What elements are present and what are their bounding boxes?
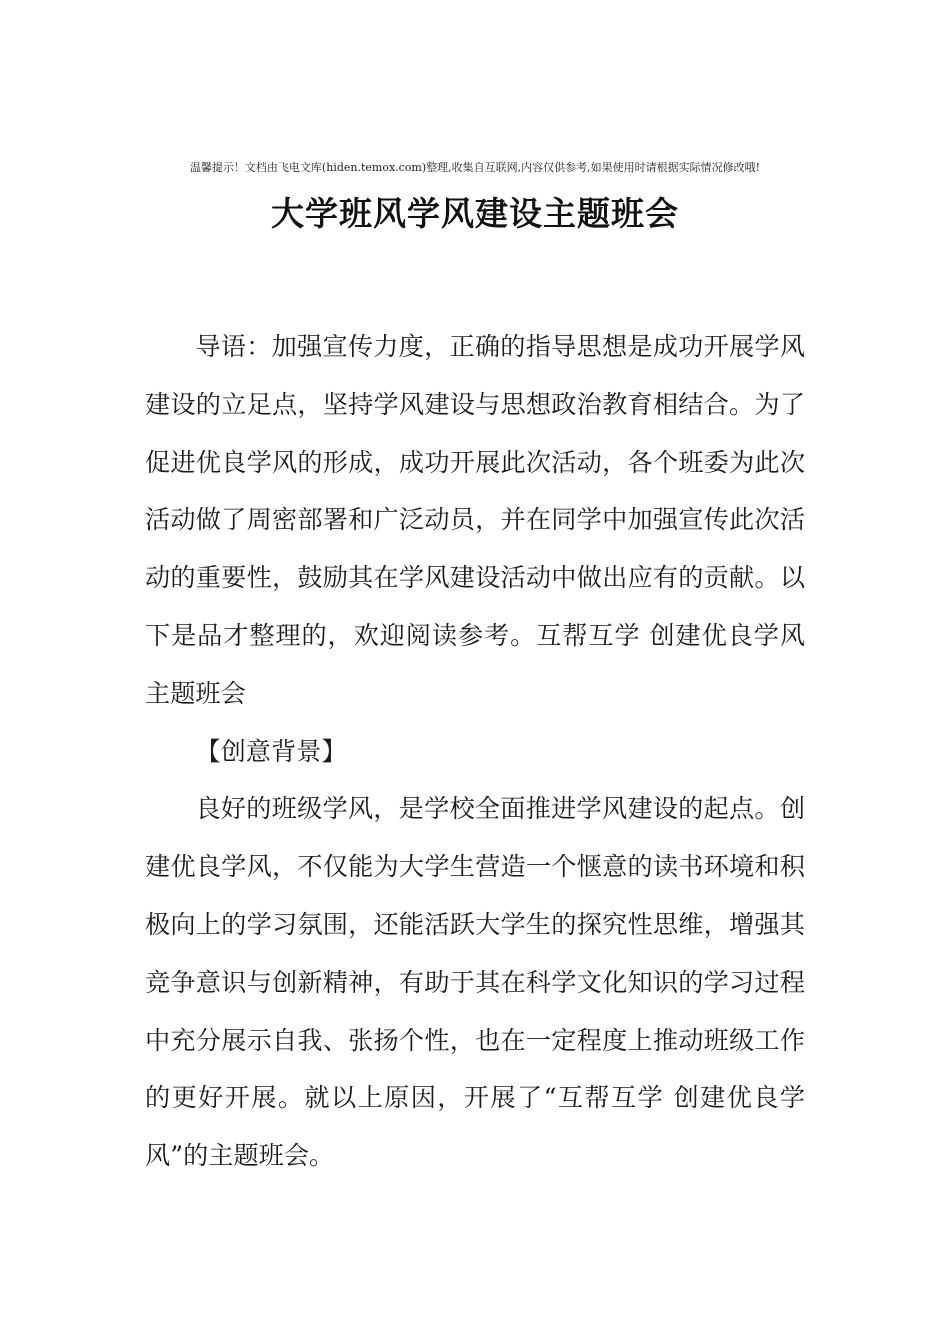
header-notice: 温馨提示！文档由飞电文库(hiden.temox.com)整理,收集自互联网,内容仅供参考,如果使用时请根据实际情况修改哦! [189,161,761,174]
document-body [145,318,805,1185]
document-title: 大学班风学风建设主题班会 [271,194,679,233]
intro-paragraph: 导语：加强宣传力度，正确的指导思想是成功开展学风建设的立足点，坚持学风建设与思想政治教育相结合。为了促进优良学风的形成，成功开展此次活动，各个班委为此次活动做了周密部署和广泛动员，并在同学中加强宣传此次活动的重要性，鼓励其在学风建设活动中做出应有的贡献。以下是品才整理的，欢迎阅读参考。互帮互学 创建优良学风主题班会 [145,332,805,708]
section-heading: 【创意背景】 [195,736,347,766]
background-paragraph: 良好的班级学风，是学校全面推进学风建设的起点。创建优良学风，不仅能为大学生营造一个惬意的读书环境和积极向上的学习氛围，还能活跃大学生的探究性思维，增强其竞争意识与创新精神，有助于其在科学文化知识的学习过程中充分展示自我、张扬个性，也在一定程度上推动班级工作的更好开展。就以上原因，开展了“互帮互学 创建优良学风”的主题班会。 [145,794,805,1171]
